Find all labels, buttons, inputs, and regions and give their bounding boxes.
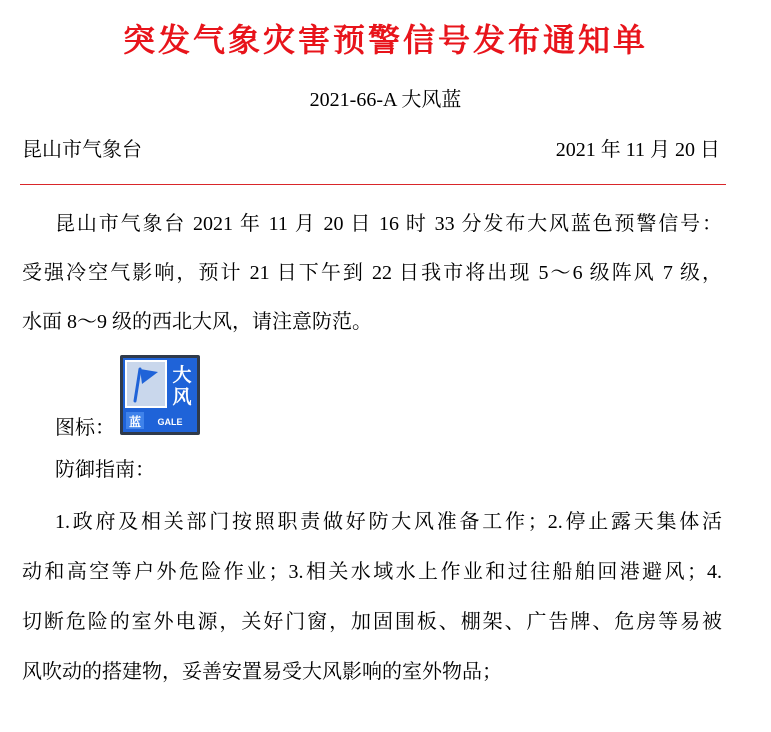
- guide-label: 防御指南：: [55, 459, 155, 481]
- paragraph-line: 受强冷空气影响，预计 21 日下午到 22 日我市将出现 5～6 级阵风 7 级，: [22, 262, 722, 284]
- paragraph-line: 风吹动的搭建物，妥善安置易受大风影响的室外物品；: [22, 661, 502, 683]
- paragraph-line: 昆山市气象台 2021 年 11 月 20 日 16 时 33 分发布大风蓝色预警信号：: [55, 213, 722, 235]
- icon-text-top: 大: [172, 365, 192, 386]
- guide-paragraph: [22, 497, 722, 697]
- document-title: 突发气象灾害预警信号发布通知单: [122, 22, 648, 58]
- icon-text-bottom: 风: [172, 387, 192, 408]
- icon-level-text: 蓝: [128, 415, 142, 429]
- header-divider: [20, 184, 726, 185]
- paragraph-line: 水面 8～9 级的西北大风，请注意防范。: [22, 311, 372, 333]
- paragraph-line: 动和高空等户外危险作业；3.相关水域水上作业和过往船舶回港避风；4.: [22, 561, 722, 583]
- paragraph-line: 1.政府及相关部门按照职责做好防大风准备工作；2.停止露天集体活: [55, 511, 722, 533]
- warning-code: 2021-66-A 大风蓝: [309, 89, 462, 111]
- warning-paragraph: [22, 200, 722, 347]
- paragraph-line: 切断危险的室外电源，关好门窗，加固围板、棚架、广告牌、危房等易被: [22, 611, 722, 633]
- gale-blue-warning-icon: [120, 355, 200, 435]
- issue-date: 2021 年 11 月 20 日: [555, 139, 720, 161]
- issuer-name: 昆山市气象台: [22, 139, 142, 161]
- icon-english-text: GALE: [157, 417, 183, 427]
- icon-label: 图标：: [55, 417, 115, 439]
